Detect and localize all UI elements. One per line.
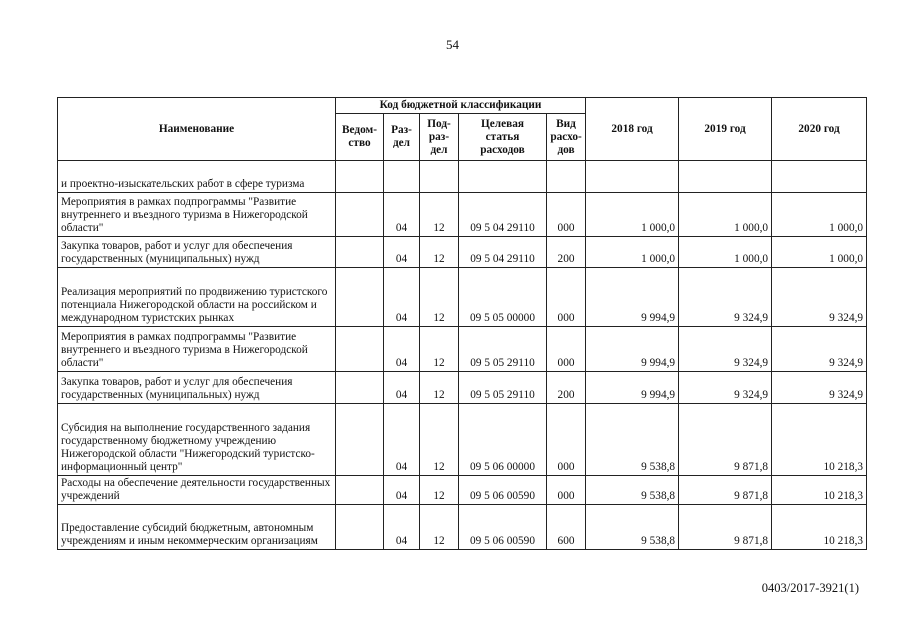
row-razdel (384, 161, 420, 193)
header-2019: 2019 год (679, 98, 772, 161)
budget-table (57, 97, 867, 550)
row-tselevaya: 09 5 06 00000 (459, 404, 547, 476)
row-tselevaya: 09 5 05 29110 (459, 327, 547, 372)
row-2018: 9 538,8 (586, 505, 679, 550)
row-razdel: 04 (384, 404, 420, 476)
header-2018: 2018 год (586, 98, 679, 161)
row-podrazdel: 12 (420, 404, 459, 476)
row-tselevaya (459, 161, 547, 193)
row-name: Расходы на обеспечение деятельности государственных учреждений (58, 476, 336, 505)
row-razdel: 04 (384, 268, 420, 327)
row-2020 (772, 161, 867, 193)
row-podrazdel: 12 (420, 505, 459, 550)
row-tselevaya: 09 5 05 00000 (459, 268, 547, 327)
row-name: Закупка товаров, работ и услуг для обеспечения государственных (муниципальных) нужд (58, 372, 336, 404)
row-razdel: 04 (384, 327, 420, 372)
row-name: Реализация мероприятий по продвижению туристского потенциала Нижегородской области на российском и международном туристских рынках (58, 268, 336, 327)
row-vedomstvo (336, 237, 384, 268)
row-2019: 9 871,8 (679, 476, 772, 505)
row-2019: 9 324,9 (679, 268, 772, 327)
row-razdel: 04 (384, 505, 420, 550)
row-vedomstvo (336, 327, 384, 372)
row-name: Мероприятия в рамках подпрограммы "Развитие внутреннего и въездного туризма в Нижегородской области" (58, 193, 336, 237)
document-code: 0403/2017-3921(1) (761, 581, 859, 595)
header-2020: 2020 год (772, 98, 867, 161)
row-name: и проектно-изыскательских работ в сфере туризма (58, 161, 336, 193)
row-name: Предоставление субсидий бюджетным, автономным учреждениям и иным некоммерческим организациям (58, 505, 336, 550)
row-vid: 000 (547, 476, 586, 505)
row-2020: 10 218,3 (772, 404, 867, 476)
row-2019 (679, 161, 772, 193)
row-2018: 1 000,0 (586, 193, 679, 237)
table-row (58, 268, 867, 327)
row-2020: 9 324,9 (772, 268, 867, 327)
row-2018: 9 994,9 (586, 327, 679, 372)
row-razdel: 04 (384, 193, 420, 237)
row-2020: 10 218,3 (772, 505, 867, 550)
row-2018: 9 994,9 (586, 372, 679, 404)
row-2018: 9 538,8 (586, 476, 679, 505)
table-row (58, 161, 867, 193)
row-razdel: 04 (384, 237, 420, 268)
row-2019: 1 000,0 (679, 193, 772, 237)
table-row (58, 476, 867, 505)
row-2019: 9 871,8 (679, 404, 772, 476)
table-row (58, 372, 867, 404)
header-code-group: Код бюджетной классификации (336, 98, 586, 114)
row-vid: 200 (547, 237, 586, 268)
row-name: Субсидия на выполнение государственного задания государственному бюджетному учреждению Нижегородской области "Нижегородский туристско-информационный центр" (58, 404, 336, 476)
row-2019: 9 324,9 (679, 372, 772, 404)
row-tselevaya: 09 5 04 29110 (459, 193, 547, 237)
row-podrazdel: 12 (420, 372, 459, 404)
row-vedomstvo (336, 505, 384, 550)
row-podrazdel: 12 (420, 268, 459, 327)
row-vedomstvo (336, 404, 384, 476)
row-vedomstvo (336, 161, 384, 193)
row-tselevaya: 09 5 04 29110 (459, 237, 547, 268)
row-vid: 000 (547, 193, 586, 237)
row-2020: 9 324,9 (772, 372, 867, 404)
row-vid (547, 161, 586, 193)
row-tselevaya: 09 5 06 00590 (459, 505, 547, 550)
header-podrazdel: Под- раз- дел (420, 114, 459, 161)
row-name: Мероприятия в рамках подпрограммы "Развитие внутреннего и въездного туризма в Нижегородской области" (58, 327, 336, 372)
row-razdel: 04 (384, 372, 420, 404)
row-2020: 1 000,0 (772, 193, 867, 237)
row-2019: 9 871,8 (679, 505, 772, 550)
header-vedomstvo: Ведом- ство (336, 114, 384, 161)
page-number: 54 (446, 37, 459, 52)
table-row (58, 237, 867, 268)
row-2018: 9 538,8 (586, 404, 679, 476)
row-podrazdel (420, 161, 459, 193)
row-2020: 10 218,3 (772, 476, 867, 505)
header-razdel: Раз- дел (384, 114, 420, 161)
row-tselevaya: 09 5 06 00590 (459, 476, 547, 505)
header-tselevaya: Целевая статья расходов (459, 114, 547, 161)
table-row (58, 327, 867, 372)
row-name: Закупка товаров, работ и услуг для обеспечения государственных (муниципальных) нужд (58, 237, 336, 268)
row-podrazdel: 12 (420, 476, 459, 505)
row-vid: 200 (547, 372, 586, 404)
header-name: Наименование (58, 98, 336, 161)
row-vid: 000 (547, 268, 586, 327)
row-2018: 1 000,0 (586, 237, 679, 268)
row-vid: 000 (547, 327, 586, 372)
row-vedomstvo (336, 476, 384, 505)
row-2020: 9 324,9 (772, 327, 867, 372)
row-podrazdel: 12 (420, 327, 459, 372)
row-2020: 1 000,0 (772, 237, 867, 268)
row-2018 (586, 161, 679, 193)
row-vedomstvo (336, 193, 384, 237)
table-row (58, 193, 867, 237)
row-2018: 9 994,9 (586, 268, 679, 327)
row-vedomstvo (336, 372, 384, 404)
table-header (58, 98, 867, 161)
table-row (58, 404, 867, 476)
row-vid: 600 (547, 505, 586, 550)
row-razdel: 04 (384, 476, 420, 505)
row-2019: 1 000,0 (679, 237, 772, 268)
table-body (58, 161, 867, 550)
row-podrazdel: 12 (420, 193, 459, 237)
header-vid: Вид расхо- дов (547, 114, 586, 161)
row-vedomstvo (336, 268, 384, 327)
row-tselevaya: 09 5 05 29110 (459, 372, 547, 404)
table-row (58, 505, 867, 550)
row-2019: 9 324,9 (679, 327, 772, 372)
row-vid: 000 (547, 404, 586, 476)
row-podrazdel: 12 (420, 237, 459, 268)
